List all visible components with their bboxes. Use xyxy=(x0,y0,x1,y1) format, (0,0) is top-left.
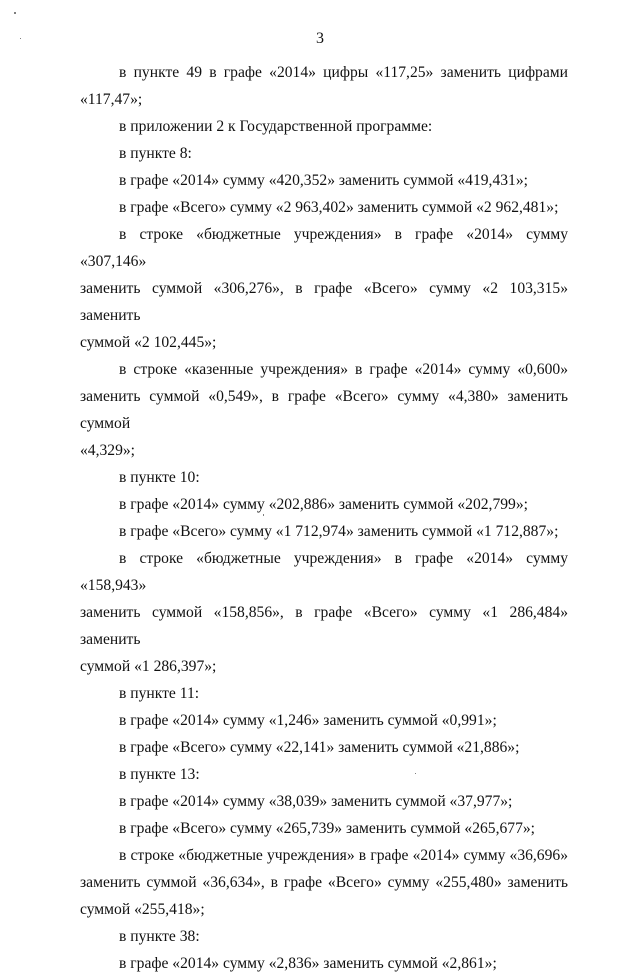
paragraph xyxy=(80,680,568,707)
paragraph xyxy=(80,734,568,761)
paragraph-line: в графе «Всего» сумму «1 712,974» заменить суммой «1 712,887»; xyxy=(119,523,559,540)
paragraph xyxy=(80,788,568,815)
paragraph-line: в графе «2014» сумму «202,886» заменить суммой «202,799»; xyxy=(119,496,528,513)
paragraph xyxy=(80,518,568,545)
paragraph-line: в графе «Всего» сумму «22,141» заменить суммой «21,886»; xyxy=(119,739,520,756)
page-number: 3 xyxy=(316,30,324,47)
paragraph-line: в графе «Всего» сумму «265,739» заменить суммой «265,677»; xyxy=(119,820,536,837)
paragraph xyxy=(80,950,568,977)
paragraph-line: в графе «2014» сумму «1,246» заменить суммой «0,991»; xyxy=(119,712,497,729)
paragraph-line: в строке «бюджетные учреждения» в графе «2014» сумму «158,943» xyxy=(80,550,568,594)
paragraph xyxy=(80,59,568,113)
paragraph-line: в пункте 49 в графе «2014» цифры «117,25» заменить цифрами xyxy=(119,64,568,81)
paragraph-line: в пункте 10: xyxy=(119,469,200,486)
paragraph-line: в пункте 38: xyxy=(119,928,200,945)
paragraph xyxy=(80,923,568,950)
paragraph xyxy=(80,167,568,194)
paragraph-line: «117,47»; xyxy=(80,91,143,108)
paragraph-line: заменить суммой «36,634», в графе «Всего» сумму «255,480» заменить xyxy=(80,874,568,891)
paragraph-line: суммой «255,418»; xyxy=(80,901,205,918)
paragraph-line: в графе «Всего» сумму «2 963,402» заменить суммой «2 962,481»; xyxy=(119,199,559,216)
paragraph xyxy=(80,491,568,518)
paragraph-line: суммой «2 102,445»; xyxy=(80,334,217,351)
paragraph xyxy=(80,113,568,140)
paragraph xyxy=(80,140,568,167)
paragraph-line: в графе «2014» сумму «420,352» заменить суммой «419,431»; xyxy=(119,172,528,189)
scan-speck xyxy=(14,12,16,14)
paragraph-line: «4,329»; xyxy=(80,442,136,459)
paragraph-line: в строке «казенные учреждения» в графе «2014» сумму «0,600» xyxy=(119,361,568,378)
paragraph xyxy=(80,545,568,680)
scan-speck xyxy=(20,38,21,39)
paragraph xyxy=(80,761,568,788)
paragraph-line: в строке «бюджетные учреждения» в графе «2014» сумму «36,696» xyxy=(119,847,568,864)
paragraph-line: в графе «2014» сумму «38,039» заменить суммой «37,977»; xyxy=(119,793,513,810)
paragraph-line: в строке «бюджетные учреждения» в графе «2014» сумму «307,146» xyxy=(80,226,568,270)
paragraph-line: заменить суммой «306,276», в графе «Всего» сумму «2 103,315» заменить xyxy=(80,280,568,324)
paragraph xyxy=(80,464,568,491)
paragraph-line: в пункте 8: xyxy=(119,145,192,162)
document-body xyxy=(80,59,568,977)
paragraph-line: в приложении 2 к Государственной программе: xyxy=(119,118,433,135)
scan-speck xyxy=(263,514,264,516)
paragraph-line: суммой «1 286,397»; xyxy=(80,658,217,675)
paragraph-line: в пункте 11: xyxy=(119,685,200,702)
paragraph xyxy=(80,194,568,221)
scan-speck xyxy=(415,773,416,774)
paragraph xyxy=(80,842,568,923)
paragraph xyxy=(80,707,568,734)
paragraph xyxy=(80,815,568,842)
paragraph-line: в графе «2014» сумму «2,836» заменить суммой «2,861»; xyxy=(119,955,497,972)
paragraph-line: в пункте 13: xyxy=(119,766,200,783)
paragraph xyxy=(80,356,568,464)
paragraph xyxy=(80,221,568,356)
paragraph-line: заменить суммой «158,856», в графе «Всего» сумму «1 286,484» заменить xyxy=(80,604,568,648)
paragraph-line: заменить суммой «0,549», в графе «Всего» сумму «4,380» заменить суммой xyxy=(80,388,568,432)
